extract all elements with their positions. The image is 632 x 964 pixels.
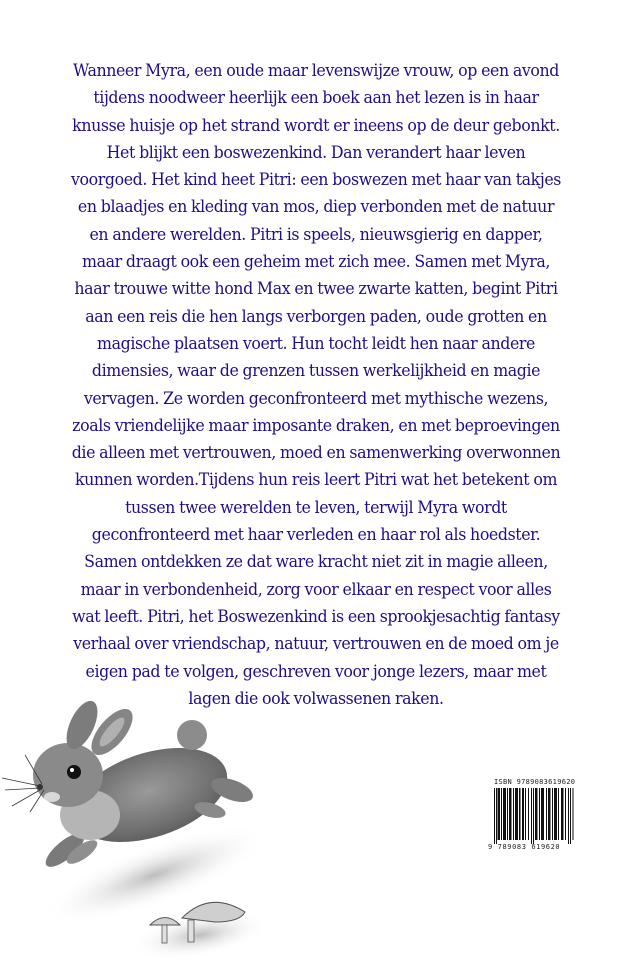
blurb-line: lagen die ook volwassenen raken. xyxy=(188,688,444,709)
blurb-line: Wanneer Myra, een oude maar levenswijze vrouw, op een avond xyxy=(72,61,560,81)
blurb-line: en andere werelden. Pitri is speels, nieuwsgierig en dapper, xyxy=(89,224,543,245)
back-cover-blurb xyxy=(40,58,592,713)
blurb-line: voorgoed. Het kind heet Pitri: een boswezen met haar van takjes xyxy=(71,170,561,191)
blurb-line: kunnen worden.Tijdens hun reis leert Pitri wat het betekent om xyxy=(74,470,558,491)
blurb-line: aan een reis die hen langs verborgen paden, oude grotten en xyxy=(85,306,547,327)
blurb-line: geconfronteerd met haar verleden en haar rol als hoedster. xyxy=(91,525,541,546)
blurb-line: zoals vriendelijke maar imposante draken, en met beproevingen xyxy=(72,415,560,436)
blurb-line: verhaal over vriendschap, natuur, vertrouwen en de moed om je xyxy=(73,634,559,655)
blurb-line: knusse huisje op het strand wordt er ineens op de deur gebonkt. xyxy=(72,115,560,136)
blurb-line: tussen twee werelden te leven, terwijl Myra wordt xyxy=(125,497,507,518)
blurb-line: eigen pad te volgen, geschreven voor jonge lezers, maar met xyxy=(85,661,547,682)
blurb-line: tijdens noodweer heerlijk een boek aan het lezen is in haar xyxy=(93,88,539,109)
blurb-line: dimensies, waar de grenzen tussen werkelijkheid en magie xyxy=(91,361,541,382)
blurb-line: vervagen. Ze worden geconfronteerd met mythische wezens, xyxy=(83,388,549,409)
blurb-line: wat leeft. Pitri, het Boswezenkind is een sprookjesachtig fantasy xyxy=(72,606,560,627)
isbn-label: ISBN 9789083619620 xyxy=(494,778,576,786)
barcode-icon xyxy=(494,788,574,844)
blurb-line: en blaadjes en kleding van mos, diep verbonden met de natuur xyxy=(77,197,555,218)
blurb-line: die alleen met vertrouwen, moed en samenwerking overwonnen xyxy=(71,443,561,464)
blurb-line: Het blijkt een boswezenkind. Dan verandert haar leven xyxy=(106,142,526,163)
blurb-line: Samen ontdekken ze dat ware kracht niet zit in magie alleen, xyxy=(84,552,548,573)
rabbit-icon xyxy=(0,690,320,960)
blurb-line: maar draagt ook een geheim met zich mee. Samen met Myra, xyxy=(81,252,550,273)
blurb-line: magische plaatsen voert. Hun tocht leidt hen naar andere xyxy=(97,333,535,354)
blurb-line: haar trouwe witte hond Max en twee zwarte katten, begint Pitri xyxy=(74,279,558,300)
blurb-line: maar in verbondenheid, zorg voor elkaar en respect voor alles xyxy=(80,579,552,600)
isbn-barcode xyxy=(488,778,578,854)
rabbit-illustration xyxy=(0,690,320,960)
barcode-digits: 9 789083 619620 xyxy=(488,843,561,851)
